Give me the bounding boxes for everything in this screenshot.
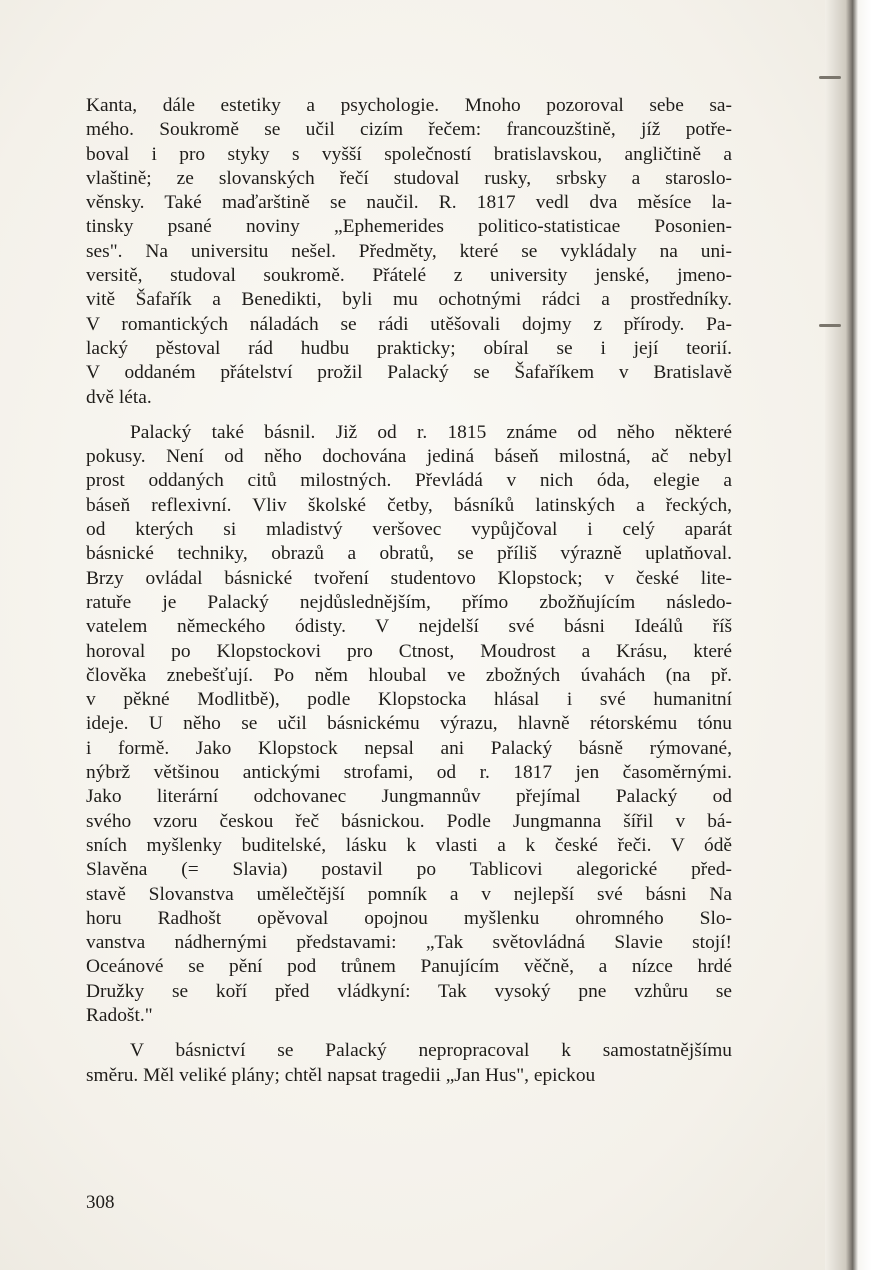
text-line: básnické techniky, obrazů a obratů, se příliš výrazně uplatňoval. [86,543,732,565]
text-line: věnsky. Také maďarštině se naučil. R. 1817 vedl dva měsíce la- [86,192,732,214]
text-line: Oceánové se pění pod trůnem Panujícím věčně, a nízce hrdé [86,956,732,978]
text-line: člověka znebešťují. Po něm hloubal ve zbožných úvahách (na př. [86,664,732,686]
text-line: sních myšlenky buditelské, lásku k vlasti a k české řeči. V ódě [86,834,732,856]
text-line: horu Radhošt opěvoval opojnou myšlenku ohromného Slo- [86,907,732,929]
text-line: báseň reflexivní. Vliv školské četby, básníků latinských a řeckých, [86,494,732,516]
text-line: prost oddaných citů milostných. Převládá v nich óda, elegie a [86,470,732,492]
text-line: dvě léta. [86,386,152,408]
text-line: směru. Měl veliké plány; chtěl napsat tragedii „Jan Hus", epickou [86,1064,596,1086]
text-line: vanstva nádhernými představami: „Tak světovládná Slavie stojí! [86,932,732,954]
text-line: vitě Šafařík a Benedikti, byli mu ochotnými rádci a prostředníky. [86,289,732,311]
text-line: Brzy ovládal básnické tvoření studentovo Klopstock; v české lite- [86,567,732,589]
text-line: ideje. U něho se učil básnickému výrazu, hlavně rétorskému tónu [86,713,732,735]
text-line: V básnictví se Palacký nepropracoval k samostatnějšímu [130,1040,732,1062]
page-number: 308 [86,1192,115,1213]
text-line: svého vzoru českou řeč básnickou. Podle Jungmanna šířil v bá- [86,810,732,832]
text-line: mého. Soukromě se učil cizím řečem: francouzštině, jíž potře- [86,119,732,141]
paragraph [86,1039,732,1088]
text-line: Slavěna (= Slavia) postavil po Tablicovi alegorické před- [86,859,732,881]
paragraph [86,94,732,410]
text-line: lacký pěstoval rád hudbu prakticky; obíral se i její teorií. [86,337,732,359]
text-line: pokusy. Není od něho dochována jediná báseň milostná, ač nebyl [86,446,732,468]
paragraph [86,421,732,1028]
text-line: vatelem německého ódisty. V nejdelší své básni Ideálů říš [86,616,732,638]
text-line: V oddaném přátelství prožil Palacký se Šafaříkem v Bratislavě [86,362,732,384]
text-line: vlaštině; ze slovanských řečí studoval rusky, srbsky a staroslo- [86,167,732,189]
book-binding [825,0,871,1270]
text-line: boval i pro styky s vyšší společností bratislavskou, angličtině a [86,143,732,165]
text-line: versitě, studoval soukromě. Přátelé z university jenské, jmeno- [86,265,732,287]
binding-thread [819,76,841,79]
text-line: ses". Na universitu nešel. Předměty, které se vykládaly na uni- [86,240,732,262]
text-line: horoval po Klopstockovi pro Ctnost, Moudrost a Krásu, které [86,640,732,662]
binding-thread [819,324,841,327]
text-line: Jako literární odchovanec Jungmannův přejímal Palacký od [86,786,732,808]
text-line: ratuře je Palacký nejdůslednějším, přímo zbožňujícím následo- [86,591,732,613]
text-line: Palacký také básnil. Již od r. 1815 známe od něho některé [130,421,732,443]
text-line: Radošt." [86,1004,153,1026]
text-line: tinsky psané noviny „Ephemerides politico-statisticae Posonien- [86,216,732,238]
paragraph-gap [86,1028,732,1039]
text-line: Kanta, dále estetiky a psychologie. Mnoho pozoroval sebe sa- [86,95,732,116]
body-text [86,94,732,1088]
text-line: v pěkné Modlitbě), podle Klopstocka hlásal i své humanitní [86,689,732,711]
text-line: i formě. Jako Klopstock nepsal ani Palacký básně rýmované, [86,737,732,759]
text-line: V romantických náladách se rádi utěšovali dojmy z přírody. Pa- [86,313,732,335]
text-line: stavě Slovanstva umělečtější pomník a v nejlepší své básni Na [86,883,732,905]
text-line: Družky se koří před vládkyní: Tak vysoký pne vzhůru se [86,980,732,1002]
text-line: nýbrž většinou antickými strofami, od r. 1817 jen časoměrnými. [86,762,732,784]
paragraph-gap [86,410,732,421]
text-line: od kterých si mladistvý veršovec vypůjčoval i celý aparát [86,519,732,541]
